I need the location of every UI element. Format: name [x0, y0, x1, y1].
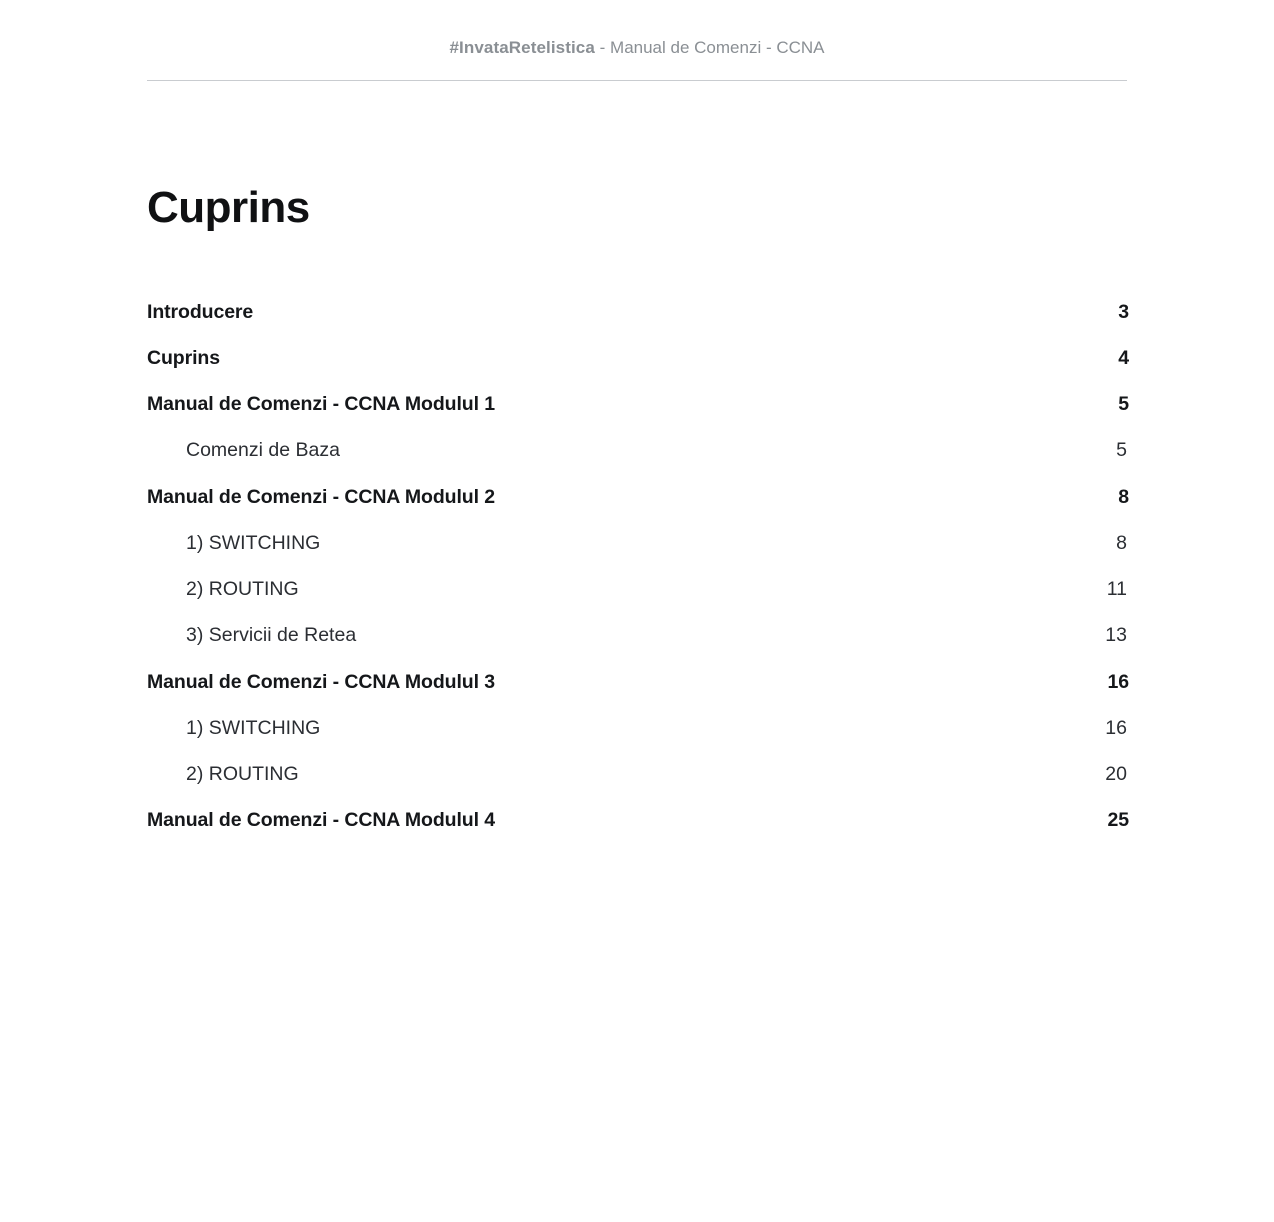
toc-entry-page: 16	[1107, 670, 1129, 693]
header-brand: #InvataRetelistica	[449, 38, 595, 57]
toc-entry-page: 4	[1118, 346, 1129, 369]
toc-entry-page: 3	[1118, 300, 1129, 323]
table-of-contents	[147, 298, 1129, 836]
toc-entry[interactable]	[147, 344, 1129, 373]
toc-entry-label: Comenzi de Baza	[186, 439, 340, 462]
page-title: Cuprins	[147, 183, 310, 233]
toc-entry-page: 5	[1116, 439, 1127, 462]
toc-entry[interactable]	[147, 483, 1129, 512]
toc-entry[interactable]	[147, 390, 1129, 419]
toc-entry[interactable]	[147, 668, 1129, 697]
toc-entry-label: Manual de Comenzi - CCNA Modulul 4	[147, 809, 495, 832]
toc-entry-page: 8	[1118, 485, 1129, 508]
toc-entry-label: 2) ROUTING	[186, 578, 299, 601]
toc-entry-page: 8	[1116, 531, 1127, 554]
header-subtitle: - Manual de Comenzi - CCNA	[594, 38, 825, 57]
toc-entry[interactable]	[147, 806, 1129, 835]
toc-entry-label: Cuprins	[147, 346, 220, 369]
toc-entry-label: 3) Servicii de Retea	[186, 624, 357, 647]
toc-entry-label: Manual de Comenzi - CCNA Modulul 3	[147, 670, 495, 693]
toc-entry-label: Manual de Comenzi - CCNA Modulul 2	[147, 485, 495, 508]
toc-entry-label: Manual de Comenzi - CCNA Modulul 1	[147, 393, 495, 416]
toc-entry-label: 2) ROUTING	[186, 763, 299, 786]
toc-entry-label: 1) SWITCHING	[186, 716, 321, 739]
toc-entry[interactable]	[147, 298, 1129, 327]
toc-entry-page: 11	[1106, 578, 1127, 601]
toc-entry[interactable]	[147, 529, 1129, 558]
toc-entry[interactable]	[147, 621, 1129, 650]
toc-entry[interactable]	[147, 436, 1129, 465]
toc-entry-page: 20	[1105, 763, 1127, 786]
toc-entry-page: 5	[1118, 393, 1129, 416]
toc-entry-label: 1) SWITCHING	[186, 531, 321, 554]
toc-entry-page: 25	[1107, 809, 1129, 832]
toc-entry[interactable]	[147, 575, 1129, 604]
toc-entry[interactable]	[147, 760, 1129, 789]
toc-entry[interactable]	[147, 714, 1129, 743]
page-header	[0, 0, 1274, 58]
toc-entry-label: Introducere	[147, 300, 254, 323]
toc-entry-page: 13	[1105, 624, 1127, 647]
toc-entry-page: 16	[1105, 716, 1127, 739]
